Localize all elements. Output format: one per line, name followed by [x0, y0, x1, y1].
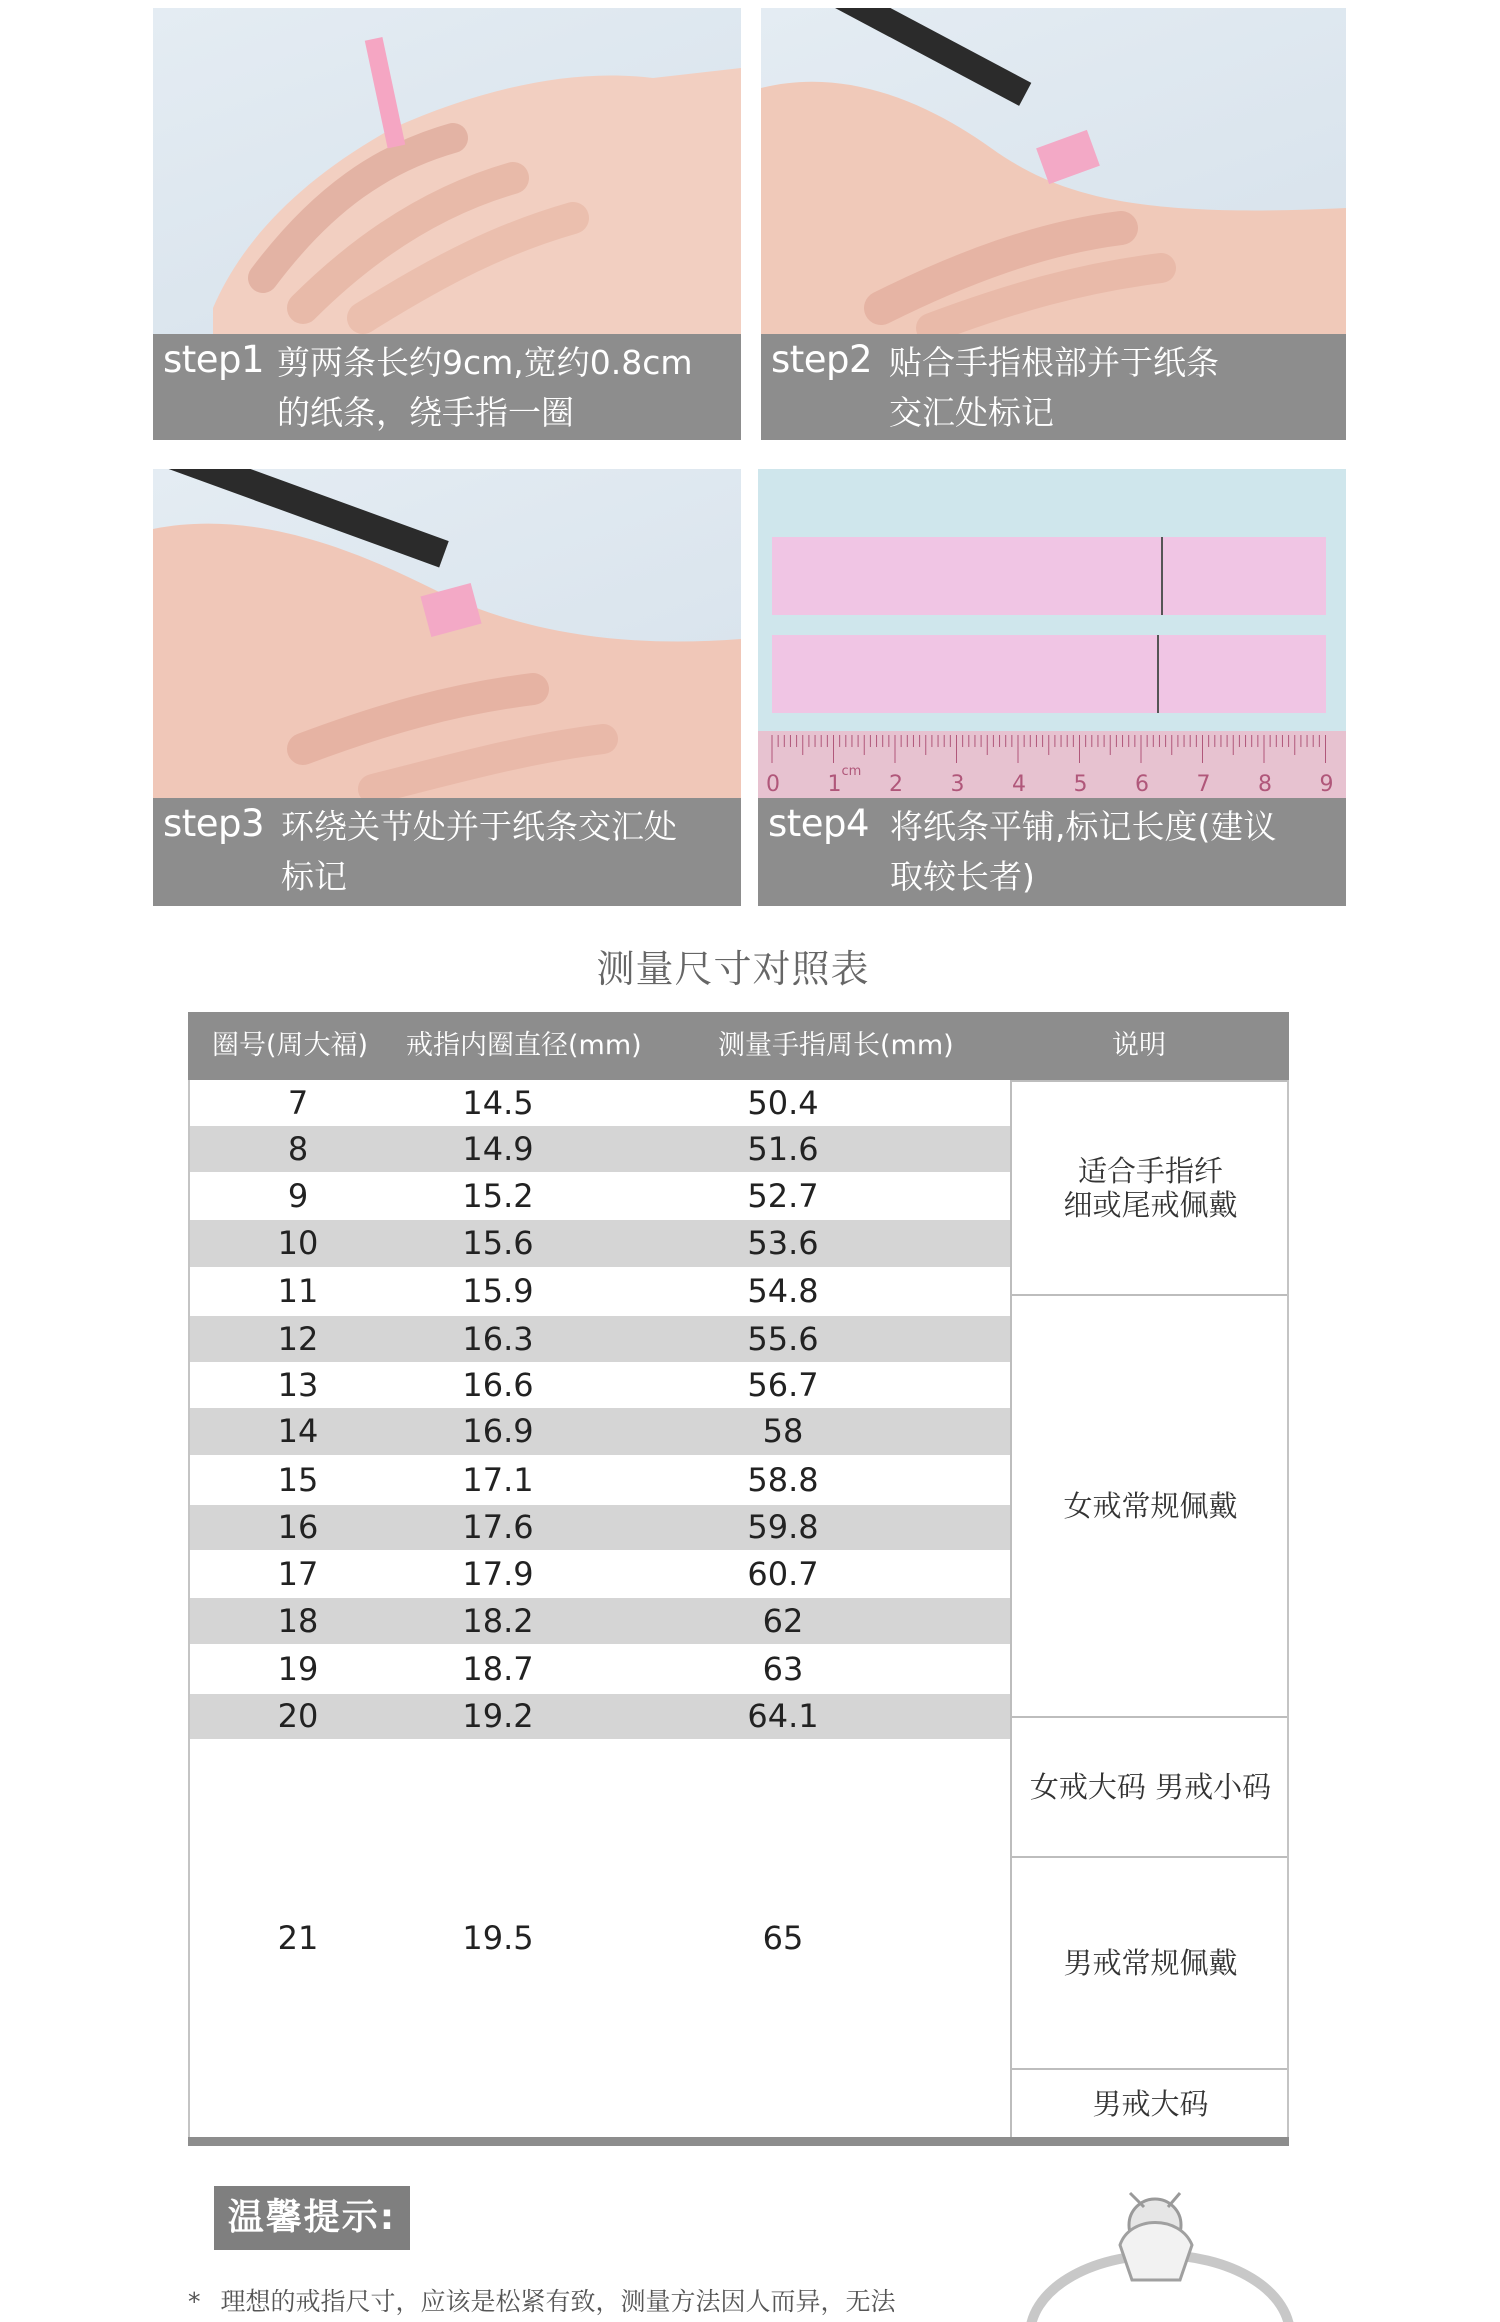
cell-circumference: 54.8: [747, 1272, 819, 1310]
cell-size: 13: [277, 1366, 319, 1404]
ruler-unit: cm: [841, 764, 862, 779]
cell-diameter: 14.9: [462, 1130, 534, 1168]
cell-circumference: 56.7: [747, 1366, 819, 1404]
ruler-label: 2: [889, 772, 903, 797]
header-size: 圈号(周大福): [212, 1030, 369, 1061]
table-row: [188, 1316, 1010, 1362]
cell-diameter: 16.6: [462, 1366, 534, 1404]
ruler-label: 7: [1196, 772, 1211, 797]
ruler-label: 3: [950, 772, 965, 797]
header-circumference: 测量手指周长(mm): [718, 1030, 954, 1061]
table-row: [188, 1644, 1010, 1694]
step-description: 环绕关节处并于纸条交汇处 标记: [281, 807, 677, 896]
step-number: step2: [771, 338, 873, 381]
cell-diameter: 16.3: [462, 1320, 534, 1358]
table-row: [188, 1550, 1010, 1598]
header-description: 说明: [1112, 1030, 1166, 1061]
cell-circumference: 63: [762, 1650, 804, 1688]
step-description: 将纸条平铺,标记长度(建议 取较长者): [890, 807, 1277, 896]
step4-panel: [758, 469, 1346, 906]
cell-circumference: 51.6: [747, 1130, 819, 1168]
table-bottom-bar: [188, 2137, 1289, 2146]
table-row: [188, 1126, 1010, 1172]
bullet-star: *: [188, 2287, 201, 2316]
note-women-regular: 女戒常规佩戴: [1010, 1294, 1289, 1716]
step2-caption: [761, 334, 1346, 440]
note-men-regular: 男戒常规佩戴: [1010, 1856, 1289, 2068]
cell-diameter: 14.5: [462, 1084, 534, 1122]
table-row: [188, 1739, 1010, 2137]
table-row: [188, 1505, 1010, 1550]
step-number: step3: [163, 802, 265, 845]
cell-diameter: 19.2: [462, 1697, 534, 1735]
cell-diameter: 18.7: [462, 1650, 534, 1688]
note-slim-fingers: 适合手指纤 细或尾戒佩戴: [1010, 1080, 1289, 1294]
step-description: 剪两条长约9cm,宽约0.8cm 的纸条，绕手指一圈: [277, 343, 693, 432]
ruler-label: 0: [766, 772, 780, 797]
cell-size: 20: [277, 1697, 319, 1735]
cell-size: 17: [277, 1555, 319, 1593]
tips-text: [188, 2282, 895, 2318]
step2-panel: [761, 8, 1346, 440]
cell-size: 12: [277, 1320, 319, 1358]
cell-diameter: 17.6: [462, 1508, 534, 1546]
cell-diameter: 15.6: [462, 1224, 534, 1262]
ruler-label: 6: [1135, 772, 1149, 797]
table-row: [188, 1172, 1010, 1220]
hand-paper-strip-photo: [153, 8, 741, 334]
tips-sentence: 理想的戒指尺寸，应该是松紧有致，测量方法因人而异，无法: [220, 2287, 896, 2316]
table-row: [188, 1455, 1010, 1505]
table-row: [188, 1220, 1010, 1267]
knuckle-pen-mark-photo: [153, 469, 741, 798]
cell-size: 9: [287, 1177, 309, 1215]
step3-panel: [153, 469, 741, 906]
cell-size: 11: [277, 1272, 319, 1310]
cell-diameter: 17.1: [462, 1461, 534, 1499]
cell-circumference: 52.7: [747, 1177, 819, 1215]
hand-pen-mark-photo: [761, 8, 1346, 334]
ruler-label: 9: [1319, 772, 1334, 797]
cell-size: 14: [277, 1412, 319, 1450]
step-description: 贴合手指根部并于纸条 交汇处标记: [889, 343, 1219, 432]
table-row: [188, 1362, 1010, 1408]
cell-diameter: 18.2: [462, 1602, 534, 1640]
note-men-large: 男戒大码: [1010, 2068, 1289, 2137]
table-row: [188, 1080, 1010, 1126]
tips-badge: 温馨提示:: [214, 2186, 410, 2250]
cell-diameter: 15.9: [462, 1272, 534, 1310]
size-table: [188, 1012, 1289, 2137]
cell-circumference: 50.4: [747, 1084, 819, 1122]
step3-caption: [153, 798, 741, 906]
step1-panel: [153, 8, 741, 440]
cell-size: 18: [277, 1602, 319, 1640]
note-women-large-men-small: 女戒大码 男戒小码: [1010, 1716, 1289, 1856]
ruler-label: 5: [1073, 772, 1088, 797]
step4-caption: [758, 798, 1346, 906]
table-row: [188, 1408, 1010, 1455]
cell-circumference: 58.8: [747, 1461, 819, 1499]
cell-size: 10: [277, 1224, 319, 1262]
step-number: step1: [163, 338, 265, 381]
header-diameter: 戒指内圈直径(mm): [406, 1030, 642, 1061]
step-number: step4: [768, 802, 870, 845]
cell-size: 21: [277, 1919, 319, 1957]
cell-size: 15: [277, 1461, 319, 1499]
cell-circumference: 60.7: [747, 1555, 819, 1593]
table-header: [188, 1012, 1289, 1080]
table-row: [188, 1267, 1010, 1316]
cell-circumference: 62: [762, 1602, 804, 1640]
cell-diameter: 16.9: [462, 1412, 534, 1450]
cell-circumference: 53.6: [747, 1224, 819, 1262]
step1-caption: [153, 334, 741, 440]
ruler-label: 4: [1012, 772, 1026, 797]
cell-diameter: 17.9: [462, 1555, 534, 1593]
cell-size: 16: [277, 1508, 319, 1546]
table-row: [188, 1598, 1010, 1644]
cell-diameter: 15.2: [462, 1177, 534, 1215]
cell-circumference: 55.6: [747, 1320, 819, 1358]
table-title: 测量尺寸对照表: [596, 947, 870, 991]
paper-strips-ruler-photo: [758, 469, 1346, 798]
cell-size: 19: [277, 1650, 319, 1688]
table-row: [188, 1694, 1010, 1739]
cell-circumference: 59.8: [747, 1508, 819, 1546]
cell-diameter: 19.5: [462, 1919, 534, 1957]
ring-product-image: [1020, 2185, 1300, 2322]
ruler-label: 8: [1258, 772, 1272, 797]
cell-circumference: 65: [762, 1919, 804, 1957]
ruler-label: 1: [827, 772, 842, 797]
cell-circumference: 64.1: [747, 1697, 819, 1735]
cell-circumference: 58: [762, 1412, 804, 1450]
cell-size: 8: [287, 1130, 309, 1168]
cell-size: 7: [287, 1084, 309, 1122]
